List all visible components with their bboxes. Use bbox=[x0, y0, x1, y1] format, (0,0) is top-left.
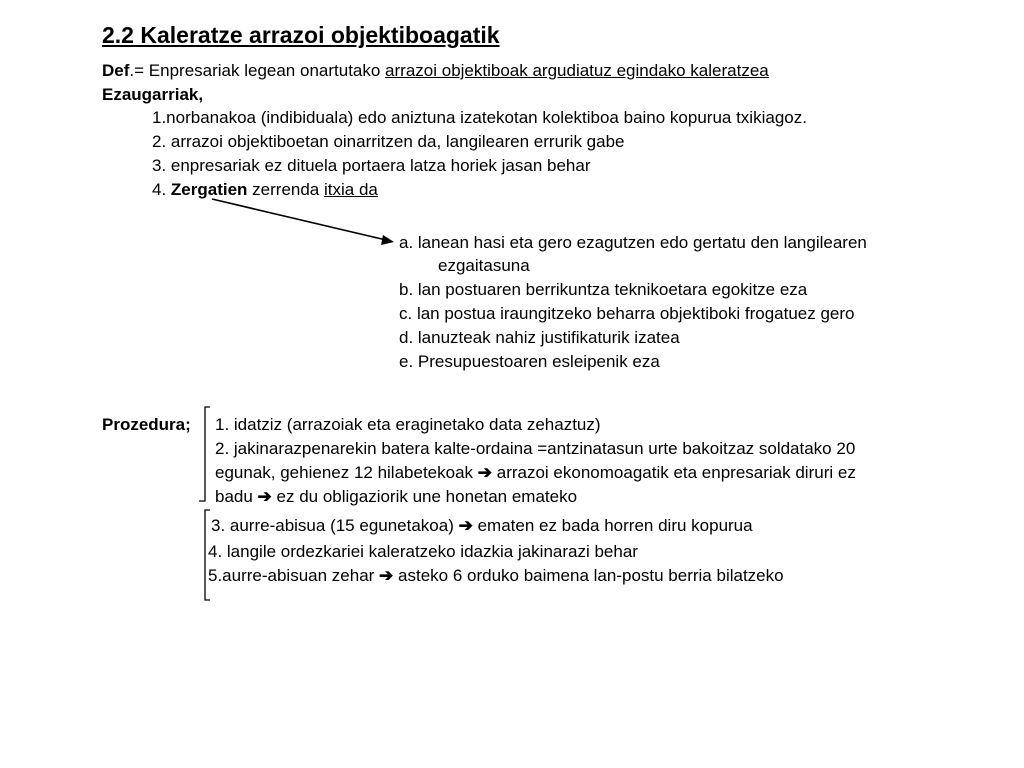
procedure-step-2-text-a: egunak, gehienez 12 hilabetekoak bbox=[215, 463, 478, 482]
procedure-step-5 bbox=[208, 566, 784, 586]
procedure-step-2-text-b: arrazoi ekonomoagatik eta enpresariak diruri ez bbox=[492, 463, 856, 482]
arrow-right-icon: ➔ bbox=[379, 566, 394, 585]
cause-c: c. lan postua iraungitzeko beharra objektiboki frogatuez gero bbox=[399, 304, 855, 323]
procedure-step-2-line-2 bbox=[215, 463, 856, 483]
feature-item-4-bold: Zergatien bbox=[170, 180, 248, 199]
procedure-step-2-line-3 bbox=[215, 487, 577, 507]
cause-d: d. lanuzteak nahiz justifikaturik izatea bbox=[399, 328, 680, 347]
procedure-step-2-line-1: 2. jakinarazpenarekin batera kalte-ordaina =antzinatasun urte bakoitzaz soldatako 20 bbox=[215, 439, 856, 458]
procedure-step-3-text-b: ematen ez bada horren diru kopurua bbox=[472, 516, 753, 535]
definition-label: Def bbox=[102, 61, 130, 80]
feature-item-4-prefix: 4. bbox=[152, 180, 171, 199]
procedure-step-4: 4. langile ordezkariei kaleratzeko idazkia jakinarazi behar bbox=[208, 542, 638, 561]
feature-item-4-underlined: itxia da bbox=[323, 180, 378, 199]
arrow-right-icon: ➔ bbox=[477, 463, 493, 482]
feature-item-2: 2. arrazoi objektiboetan oinarritzen da, langilearen errurik gabe bbox=[152, 132, 625, 151]
cause-e: e. Presupuestoaren esleipenik eza bbox=[399, 352, 660, 371]
cause-a: a. lanean hasi eta gero ezagutzen edo gertatu den langilearen bbox=[399, 233, 867, 252]
procedure-step-2-text-d: ez du obligaziorik une honetan emateko bbox=[271, 487, 578, 506]
definition-text: .= Enpresariak legean onartutako bbox=[129, 61, 386, 80]
features-heading: Ezaugarriak, bbox=[102, 85, 204, 104]
feature-item-1: 1.norbanakoa (indibiduala) edo aniztuna izatekotan kolektiboa baino kopurua txikiagoz. bbox=[152, 108, 807, 127]
arrow-right-icon: ➔ bbox=[257, 487, 272, 506]
cause-a-cont: ezgaitasuna bbox=[438, 256, 530, 275]
procedure-step-1: 1. idatziz (arrazoiak eta eraginetako data zehaztuz) bbox=[215, 415, 601, 434]
feature-item-4-middle: zerrenda bbox=[247, 180, 324, 199]
bracket-upper bbox=[199, 407, 210, 501]
procedure-step-3 bbox=[211, 516, 753, 536]
procedure-step-5-text-a: 5.aurre-abisuan zehar bbox=[208, 566, 380, 585]
procedure-step-2-text-c: badu bbox=[215, 487, 258, 506]
definition-underlined: arrazoi objektiboak argudiatuz egindako kaleratzea bbox=[385, 61, 769, 80]
procedure-label: Prozedura; bbox=[102, 415, 191, 434]
page-title: 2.2 Kaleratze arrazoi objektiboagatik bbox=[102, 22, 500, 48]
feature-item-3: 3. enpresariak ez dituela portaera latza horiek jasan behar bbox=[152, 156, 591, 175]
procedure-step-3-text-a: 3. aurre-abisua (15 egunetakoa) bbox=[211, 516, 459, 535]
arrow-right-icon: ➔ bbox=[458, 516, 473, 535]
procedure-step-5-text-b: asteko 6 orduko baimena lan-postu berria bilatzeko bbox=[393, 566, 784, 585]
cause-b: b. lan postuaren berrikuntza teknikoetara egokitze eza bbox=[399, 280, 808, 299]
